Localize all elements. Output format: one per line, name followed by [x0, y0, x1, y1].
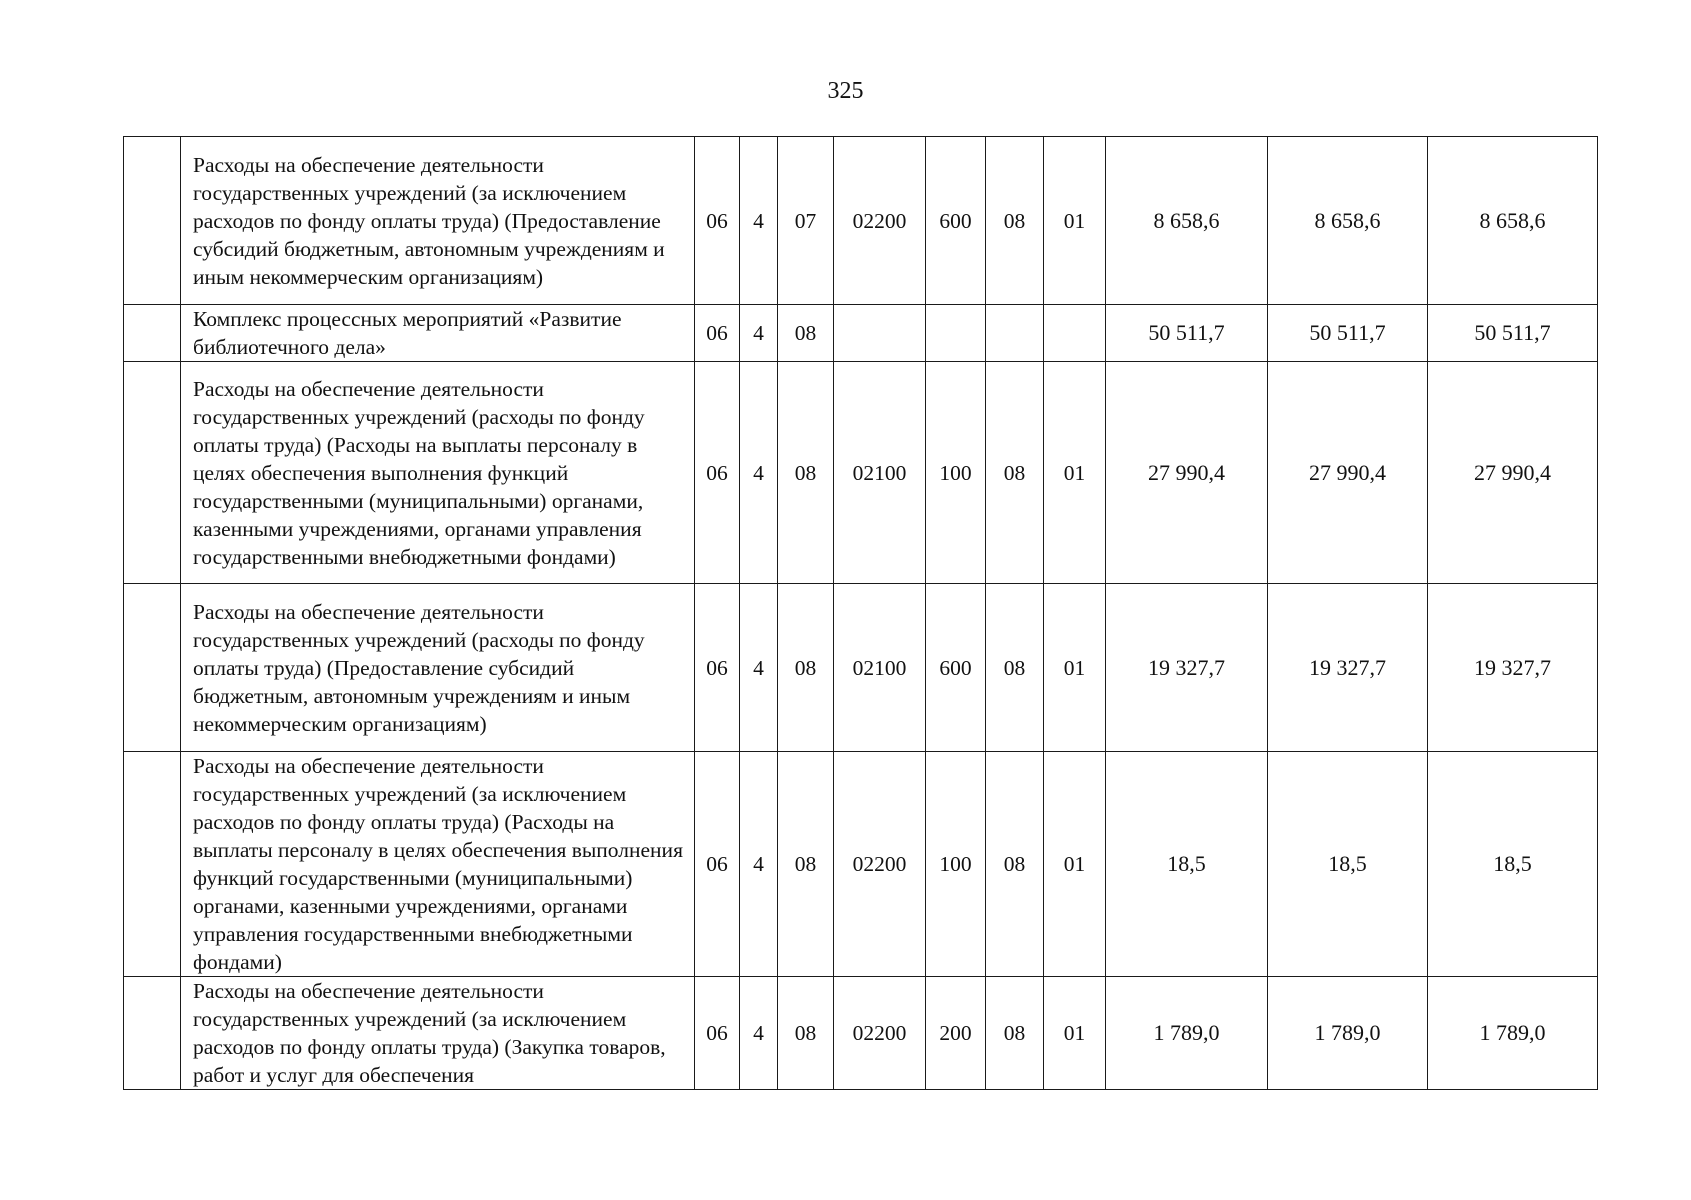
code-cell: 200 — [926, 977, 986, 1090]
table-row — [124, 137, 1598, 305]
amount-cell: 1 789,0 — [1268, 977, 1428, 1090]
code-cell: 4 — [740, 752, 778, 977]
code-cell: 08 — [778, 305, 834, 362]
code-cell: 02100 — [834, 584, 926, 752]
code-cell: 100 — [926, 362, 986, 584]
code-cell: 08 — [778, 584, 834, 752]
code-cell — [986, 305, 1044, 362]
code-cell: 08 — [986, 977, 1044, 1090]
code-cell: 4 — [740, 362, 778, 584]
code-cell: 06 — [695, 752, 740, 977]
amount-cell: 19 327,7 — [1106, 584, 1268, 752]
code-cell: 01 — [1044, 752, 1106, 977]
code-cell: 02200 — [834, 137, 926, 305]
amount-cell: 19 327,7 — [1428, 584, 1598, 752]
amount-cell: 18,5 — [1106, 752, 1268, 977]
description-cell: Комплекс процессных мероприятий «Развитие библиотечного дела» — [181, 305, 695, 362]
code-cell: 600 — [926, 584, 986, 752]
table-row — [124, 752, 1598, 977]
budget-table — [123, 136, 1598, 1090]
amount-cell: 8 658,6 — [1268, 137, 1428, 305]
amount-cell: 8 658,6 — [1428, 137, 1598, 305]
description-cell: Расходы на обеспечение деятельности государственных учреждений (расходы по фонду оплаты труда) (Предоставление субсидий бюджетным, автономным учреждениям и иным некоммерческим организациям) — [181, 584, 695, 752]
page-number: 325 — [827, 78, 864, 104]
amount-cell: 1 789,0 — [1106, 977, 1268, 1090]
description-cell: Расходы на обеспечение деятельности государственных учреждений (за исключением расходов по фонду оплаты труда) (Предоставление субсидий бюджетным, автономным учреждениям и иным некоммерческим организациям) — [181, 137, 695, 305]
code-cell: 06 — [695, 584, 740, 752]
amount-cell: 50 511,7 — [1106, 305, 1268, 362]
code-cell: 08 — [986, 752, 1044, 977]
code-cell — [834, 305, 926, 362]
code-cell: 06 — [695, 305, 740, 362]
code-cell: 4 — [740, 977, 778, 1090]
code-cell: 08 — [986, 584, 1044, 752]
code-cell: 06 — [695, 362, 740, 584]
row-number-cell — [124, 305, 181, 362]
description-cell: Расходы на обеспечение деятельности государственных учреждений (за исключением расходов по фонду оплаты труда) (Расходы на выплаты персоналу в целях обеспечения выполнения функций государственными (муниципальными) органами, казенными учреждениями, органами управления государственными внебюджетными фондами) — [181, 752, 695, 977]
code-cell: 4 — [740, 137, 778, 305]
code-cell: 4 — [740, 584, 778, 752]
table-row — [124, 362, 1598, 584]
code-cell: 08 — [778, 752, 834, 977]
description-cell: Расходы на обеспечение деятельности государственных учреждений (расходы по фонду оплаты труда) (Расходы на выплаты персоналу в целях обеспечения выполнения функций государственными (муниципальными) органами, казенными учреждениями, органами управления государственными внебюджетными фондами) — [181, 362, 695, 584]
code-cell: 08 — [778, 362, 834, 584]
code-cell: 02200 — [834, 977, 926, 1090]
code-cell: 08 — [986, 137, 1044, 305]
row-number-cell — [124, 584, 181, 752]
code-cell: 100 — [926, 752, 986, 977]
table-row — [124, 584, 1598, 752]
amount-cell: 19 327,7 — [1268, 584, 1428, 752]
code-cell: 600 — [926, 137, 986, 305]
code-cell: 02100 — [834, 362, 926, 584]
amount-cell: 27 990,4 — [1268, 362, 1428, 584]
row-number-cell — [124, 977, 181, 1090]
code-cell — [926, 305, 986, 362]
table-row — [124, 305, 1598, 362]
amount-cell: 18,5 — [1428, 752, 1598, 977]
code-cell: 4 — [740, 305, 778, 362]
code-cell: 01 — [1044, 137, 1106, 305]
code-cell: 02200 — [834, 752, 926, 977]
amount-cell: 27 990,4 — [1106, 362, 1268, 584]
code-cell: 01 — [1044, 362, 1106, 584]
code-cell: 06 — [695, 137, 740, 305]
row-number-cell — [124, 362, 181, 584]
amount-cell: 50 511,7 — [1268, 305, 1428, 362]
code-cell: 08 — [778, 977, 834, 1090]
row-number-cell — [124, 752, 181, 977]
amount-cell: 50 511,7 — [1428, 305, 1598, 362]
table-row — [124, 977, 1598, 1090]
code-cell: 07 — [778, 137, 834, 305]
amount-cell: 27 990,4 — [1428, 362, 1598, 584]
code-cell: 01 — [1044, 584, 1106, 752]
amount-cell: 1 789,0 — [1428, 977, 1598, 1090]
code-cell: 08 — [986, 362, 1044, 584]
code-cell: 01 — [1044, 977, 1106, 1090]
code-cell — [1044, 305, 1106, 362]
code-cell: 06 — [695, 977, 740, 1090]
row-number-cell — [124, 137, 181, 305]
amount-cell: 8 658,6 — [1106, 137, 1268, 305]
amount-cell: 18,5 — [1268, 752, 1428, 977]
description-cell: Расходы на обеспечение деятельности государственных учреждений (за исключением расходов по фонду оплаты труда) (Закупка товаров, работ и услуг для обеспечения — [181, 977, 695, 1090]
